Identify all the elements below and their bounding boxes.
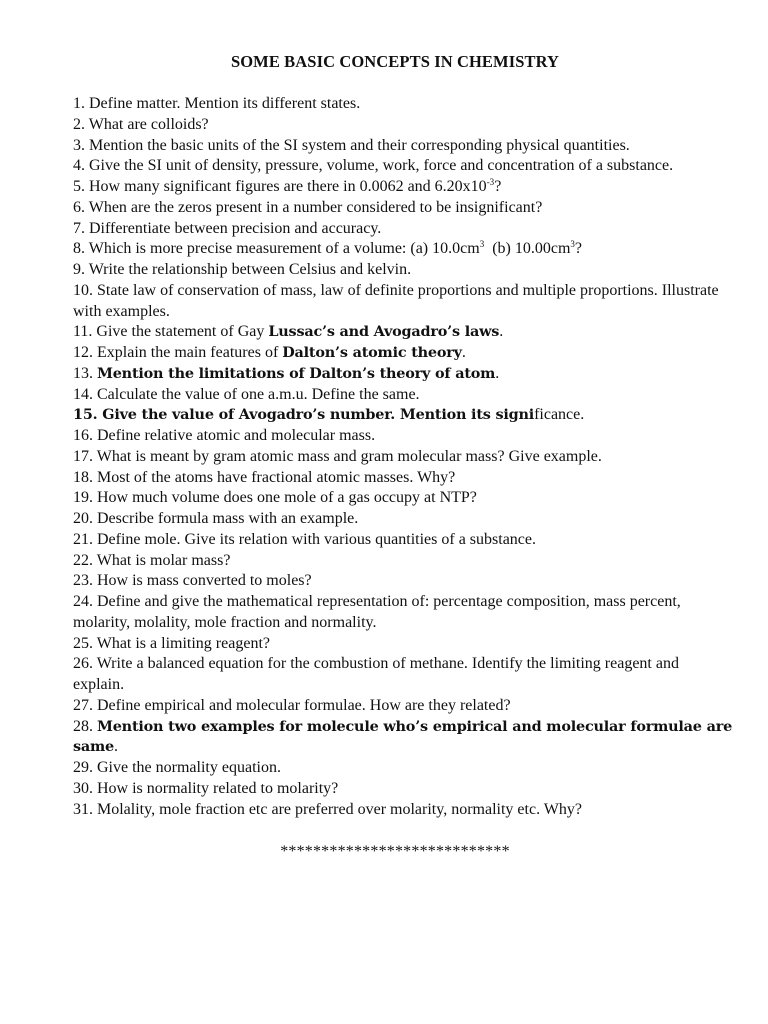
question-27: 27. Define empirical and molecular formulae. How are they related? [73, 696, 511, 714]
page-title: SOME BASIC CONCEPTS IN CHEMISTRY [230, 52, 560, 71]
question-18: 18. Most of the atoms have fractional atomic masses. Why? [73, 468, 456, 486]
question-29: 29. Give the normality equation. [73, 759, 281, 776]
question-9: 9. Write the relationship between Celsius and kelvin. [73, 261, 412, 278]
question-8-end: ? [574, 240, 582, 258]
question-11-end: . [499, 323, 504, 341]
question-8-exponent-b: 3 [570, 239, 575, 250]
question-11-text: 11. Give the statement of Gay [73, 323, 269, 341]
question-11-bold: Lussac’s and Avogadro’s laws [268, 323, 500, 341]
question-12-text: 12. Explain the main features of [73, 344, 283, 361]
question-28-end: . [114, 738, 119, 756]
question-5-text: 5. How many significant figures are there in 0.0062 and 6.20x10 [73, 178, 487, 195]
question-13-end: . [495, 364, 500, 382]
question-21: 21. Define mole. Give its relation with various quantities of a substance. [73, 530, 536, 548]
question-28-bold: Mention two examples for molecule who’s empirical and molecular formulae are same [73, 717, 733, 756]
question-24: 24. Define and give the mathematical representation of: percentage composition, mass percent, molarity, molality, mole fraction and normality. [73, 593, 681, 631]
question-7: 7. Differentiate between precision and accuracy. [73, 219, 382, 237]
question-1: 1. Define matter. Mention its different states. [73, 95, 361, 112]
question-28 [73, 717, 733, 759]
question-8-text-a: 8. Which is more precise measurement of a volume: (a) 10.0cm [73, 240, 480, 258]
question-22: 22. What is molar mass? [73, 551, 231, 569]
question-5 [73, 177, 733, 198]
question-12-bold: Dalton’s atomic theory [282, 344, 462, 361]
end-marker: **************************** [280, 843, 510, 860]
question-16: 16. Define relative atomic and molecular mass. [73, 427, 376, 444]
question-10: 10. State law of conservation of mass, law of definite proportions and multiple proportions. Illustrate with examples. [73, 281, 719, 320]
question-11 [73, 322, 733, 343]
question-6: 6. When are the zeros present in a number considered to be insignificant? [73, 198, 543, 216]
question-12 [73, 343, 733, 364]
question-23: 23. How is mass converted to moles? [73, 572, 312, 590]
question-19: 19. How much volume does one mole of a gas occupy at NTP? [73, 489, 477, 507]
question-3: 3. Mention the basic units of the SI system and their corresponding physical quantities. [73, 136, 630, 154]
question-8 [73, 239, 733, 260]
question-list [73, 94, 733, 820]
question-8-text-b: (b) 10.00cm [484, 240, 571, 258]
question-15 [73, 405, 733, 426]
question-5-end: ? [494, 178, 502, 195]
question-2: 2. What are colloids? [73, 115, 209, 133]
question-31: 31. Molality, mole fraction etc are preferred over molarity, normality etc. Why? [73, 800, 582, 818]
question-25: 25. What is a limiting reagent? [73, 634, 270, 652]
question-13 [73, 364, 733, 385]
question-15-end: ficance. [534, 406, 585, 424]
question-28-number: 28. [73, 717, 97, 735]
question-30: 30. How is normality related to molarity? [73, 779, 339, 797]
question-13-number: 13. [73, 364, 97, 382]
question-20: 20. Describe formula mass with an example. [73, 510, 359, 527]
question-26: 26. Write a balanced equation for the combustion of methane. Identify the limiting reagent and explain. [73, 655, 679, 693]
question-4: 4. Give the SI unit of density, pressure, volume, work, force and concentration of a substance. [73, 157, 674, 175]
question-15-bold: 15. Give the value of Avogadro’s number. Mention its signi [73, 406, 535, 424]
question-12-end: . [461, 344, 466, 361]
question-17: 17. What is meant by gram atomic mass and gram molecular mass? Give example. [73, 447, 602, 465]
question-13-bold: Mention the limitations of Dalton’s theory of atom [97, 364, 496, 382]
question-14: 14. Calculate the value of one a.m.u. Define the same. [73, 385, 420, 403]
question-5-exponent: -3 [486, 177, 495, 187]
question-8-exponent-a: 3 [479, 239, 485, 250]
